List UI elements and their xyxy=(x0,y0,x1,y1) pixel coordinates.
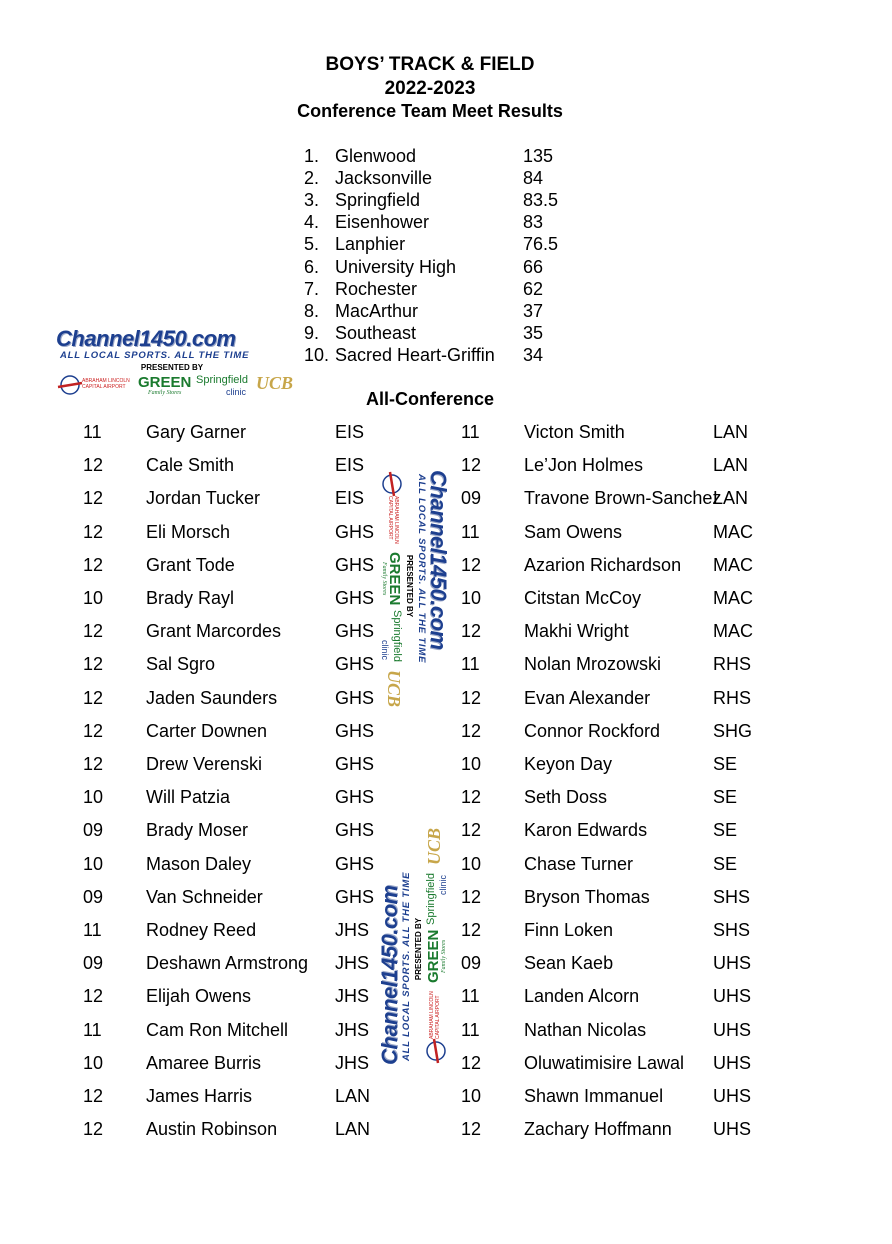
team-place: 8. xyxy=(304,300,320,321)
athlete-grade: 10 xyxy=(461,754,482,774)
channel1450-logo-rotated-bottom xyxy=(377,827,451,1065)
athlete-grade: 12 xyxy=(83,1086,104,1106)
athlete-school: MAC xyxy=(713,621,753,642)
green-stores-sub: Family Stores xyxy=(148,390,182,396)
athlete-name: Travone Brown-Sanchez xyxy=(524,488,722,509)
athlete-name: Le’Jon Holmes xyxy=(524,455,644,476)
logo-presented-by: PRESENTED BY xyxy=(405,554,414,618)
athlete-name: Carter Downen xyxy=(146,720,268,741)
athlete-grade: 12 xyxy=(461,886,482,907)
athlete-school: UHS xyxy=(713,1086,752,1106)
athlete-grade: 10 xyxy=(83,588,104,608)
team-name: Southeast xyxy=(335,322,417,343)
athlete-school: UHS xyxy=(713,1019,752,1040)
athlete-school: GHS xyxy=(335,787,375,808)
team-score: 76.5 xyxy=(523,234,559,255)
athlete-grade: 12 xyxy=(83,554,104,575)
page-subtitle: Conference Team Meet Results xyxy=(297,101,563,121)
athlete-grade: 12 xyxy=(461,554,482,575)
logo-presented-by: PRESENTED BY xyxy=(414,917,423,981)
team-name: Springfield xyxy=(335,190,421,211)
athlete-grade: 11 xyxy=(83,1019,102,1040)
athlete-name: Cam Ron Mitchell xyxy=(146,1019,289,1040)
ucb-logo: UCB xyxy=(256,373,294,393)
athlete-school: UHS xyxy=(713,1052,752,1073)
athlete-name: Sean Kaeb xyxy=(524,953,614,974)
athlete-school: LAN xyxy=(713,422,749,442)
athlete-grade: 12 xyxy=(83,654,104,675)
athlete-grade: 12 xyxy=(461,787,482,808)
team-place: 3. xyxy=(304,190,320,211)
athlete-school: SE xyxy=(713,787,738,808)
athlete-school: EIS xyxy=(335,488,365,509)
athlete-grade: 10 xyxy=(83,1052,104,1073)
athlete-grade: 12 xyxy=(461,687,482,708)
athlete-name: Shawn Immanuel xyxy=(524,1086,664,1106)
athlete-grade: 09 xyxy=(83,953,104,974)
airport-name: ABRAHAM LINCOLN CAPITAL AIRPORT xyxy=(387,496,399,544)
athlete-school: MAC xyxy=(713,521,753,542)
athlete-grade: 12 xyxy=(83,521,104,542)
athlete-grade: 09 xyxy=(83,886,104,907)
athlete-name: Keyon Day xyxy=(524,754,613,774)
athlete-school: JHS xyxy=(335,920,370,940)
team-name: MacArthur xyxy=(335,300,419,321)
athlete-name: Connor Rockford xyxy=(524,720,661,741)
athlete-school: SE xyxy=(713,820,738,841)
athlete-grade: 11 xyxy=(461,654,480,675)
team-place: 2. xyxy=(304,168,320,189)
athlete-school: SE xyxy=(713,754,738,774)
athlete-school: GHS xyxy=(335,588,375,608)
team-score: 83.5 xyxy=(523,190,559,211)
clinic-label: clinic xyxy=(380,640,390,661)
athlete-name: Karon Edwards xyxy=(524,820,648,841)
springfield-clinic-logo: Springfield xyxy=(196,374,248,386)
team-place: 7. xyxy=(304,278,320,299)
athlete-name: Bryson Thomas xyxy=(524,886,650,907)
team-name: Sacred Heart-Griffin xyxy=(335,344,495,365)
athlete-grade: 12 xyxy=(83,455,104,476)
green-stores-logo: GREEN xyxy=(138,374,192,391)
athlete-school: LAN xyxy=(335,1119,371,1140)
logo-brand-text: Channel1450.com xyxy=(377,885,402,1065)
athlete-name: Zachary Hoffmann xyxy=(524,1119,672,1140)
athlete-name: Gary Garner xyxy=(146,422,247,442)
team-place: 1. xyxy=(304,146,320,166)
team-score: 37 xyxy=(523,300,544,321)
athlete-school: RHS xyxy=(713,654,752,675)
athlete-grade: 12 xyxy=(83,986,104,1007)
athlete-school: GHS xyxy=(335,754,375,774)
green-stores-sub: Family Stores xyxy=(381,562,387,596)
athlete-school: JHS xyxy=(335,1052,370,1073)
team-score: 84 xyxy=(523,168,544,189)
athlete-school: JHS xyxy=(335,986,370,1007)
springfield-clinic-logo: Springfield xyxy=(425,873,437,925)
athlete-grade: 10 xyxy=(83,853,104,874)
athlete-name: Sal Sgro xyxy=(146,654,216,675)
athlete-school: SHS xyxy=(713,920,751,940)
athlete-school: UHS xyxy=(713,953,752,974)
springfield-clinic-logo: Springfield xyxy=(391,610,403,662)
athlete-school: GHS xyxy=(335,720,375,741)
athlete-school: LAN xyxy=(713,488,749,509)
athlete-grade: 12 xyxy=(83,621,104,642)
athlete-name: Jaden Saunders xyxy=(146,687,278,708)
athlete-grade: 11 xyxy=(461,521,480,542)
athlete-name: Victon Smith xyxy=(524,422,625,442)
team-name: Glenwood xyxy=(335,146,417,166)
athlete-name: Finn Loken xyxy=(524,920,614,940)
clinic-label: clinic xyxy=(438,874,448,895)
ucb-logo: UCB xyxy=(384,670,404,708)
team-score: 135 xyxy=(523,146,554,166)
athlete-grade: 12 xyxy=(83,720,104,741)
season-label: 2022-2023 xyxy=(384,78,476,99)
athlete-name: Azarion Richardson xyxy=(524,554,682,575)
team-place: 6. xyxy=(304,256,320,277)
green-stores-logo: GREEN xyxy=(386,552,403,606)
clinic-label: clinic xyxy=(226,387,247,397)
athlete-grade: 12 xyxy=(461,1119,482,1140)
athlete-name: Makhi Wright xyxy=(524,621,629,642)
team-name: Rochester xyxy=(335,278,418,299)
all-conference-heading: All-Conference xyxy=(365,389,495,409)
logo-tagline: ALL LOCAL SPORTS. ALL THE TIME xyxy=(416,474,427,664)
athlete-grade: 10 xyxy=(83,787,104,808)
athlete-name: Amaree Burris xyxy=(146,1052,262,1073)
athlete-school: JHS xyxy=(335,953,370,974)
logo-brand-text: Channel1450.com xyxy=(56,326,236,351)
athlete-school: LAN xyxy=(713,455,749,476)
logo-tagline: ALL LOCAL SPORTS. ALL THE TIME xyxy=(60,350,250,361)
team-name: University High xyxy=(335,256,457,277)
athlete-school: GHS xyxy=(335,521,375,542)
athlete-name: Eli Morsch xyxy=(146,521,231,542)
athlete-school: JHS xyxy=(335,1019,370,1040)
athlete-name: Evan Alexander xyxy=(524,687,651,708)
athlete-name: Nolan Mrozowski xyxy=(524,654,662,675)
athlete-grade: 12 xyxy=(461,820,482,841)
athlete-grade: 10 xyxy=(461,1086,482,1106)
athlete-name: Chase Turner xyxy=(524,853,634,874)
athlete-name: Elijah Owens xyxy=(146,986,252,1007)
athlete-grade: 12 xyxy=(83,1119,104,1140)
athlete-grade: 12 xyxy=(461,621,482,642)
athlete-name: Landen Alcorn xyxy=(524,986,640,1007)
athlete-school: GHS xyxy=(335,621,375,642)
athlete-grade: 12 xyxy=(461,1052,482,1073)
athlete-name: Grant Tode xyxy=(146,554,235,575)
athlete-name: Jordan Tucker xyxy=(146,488,261,509)
green-stores-sub: Family Stores xyxy=(441,939,447,973)
athlete-school: EIS xyxy=(335,422,365,442)
airport-icon xyxy=(381,470,403,498)
channel1450-logo xyxy=(56,326,294,400)
athlete-school: MAC xyxy=(713,588,753,608)
team-score: 66 xyxy=(523,256,544,277)
airport-name: ABRAHAM LINCOLN CAPITAL AIRPORT xyxy=(429,991,441,1039)
team-name: Jacksonville xyxy=(335,168,433,189)
athlete-school: GHS xyxy=(335,853,375,874)
athlete-grade: 10 xyxy=(461,853,482,874)
athlete-grade: 11 xyxy=(83,422,102,442)
athlete-grade: 12 xyxy=(461,920,482,940)
athlete-school: GHS xyxy=(335,554,375,575)
athlete-school: LAN xyxy=(335,1086,371,1106)
athlete-grade: 11 xyxy=(461,422,480,442)
athlete-school: GHS xyxy=(335,886,375,907)
athlete-name: Mason Daley xyxy=(146,853,252,874)
athlete-grade: 12 xyxy=(461,455,482,476)
athlete-name: Austin Robinson xyxy=(146,1119,278,1140)
athlete-school: SHG xyxy=(713,720,753,741)
logo-presented-by: PRESENTED BY xyxy=(140,363,204,372)
athlete-grade: 12 xyxy=(83,488,104,509)
athlete-grade: 12 xyxy=(83,754,104,774)
athlete-grade: 12 xyxy=(83,687,104,708)
page-title: BOYS’ TRACK & FIELD xyxy=(325,54,535,75)
ucb-logo: UCB xyxy=(424,827,444,865)
athlete-grade: 09 xyxy=(461,488,482,509)
athlete-school: UHS xyxy=(713,1119,752,1140)
athlete-school: MAC xyxy=(713,554,753,575)
airport-icon xyxy=(56,374,84,396)
team-score: 83 xyxy=(523,212,544,233)
athlete-grade: 11 xyxy=(461,986,480,1007)
athlete-school: UHS xyxy=(713,986,752,1007)
athlete-school: SE xyxy=(713,853,738,874)
athlete-school: EIS xyxy=(335,455,365,476)
airport-icon xyxy=(425,1037,447,1065)
athlete-school: GHS xyxy=(335,654,375,675)
team-place: 4. xyxy=(304,212,320,233)
airport-name: ABRAHAM LINCOLN CAPITAL AIRPORT xyxy=(82,378,130,390)
logo-tagline: ALL LOCAL SPORTS. ALL THE TIME xyxy=(401,871,412,1061)
athlete-school: RHS xyxy=(713,687,752,708)
athlete-name: Nathan Nicolas xyxy=(524,1019,647,1040)
athlete-name: Will Patzia xyxy=(146,787,231,808)
team-score: 62 xyxy=(523,278,544,299)
athlete-name: James Harris xyxy=(146,1086,253,1106)
athlete-name: Brady Rayl xyxy=(146,588,235,608)
athlete-name: Deshawn Armstrong xyxy=(146,953,309,974)
athlete-name: Seth Doss xyxy=(524,787,608,808)
athlete-grade: 12 xyxy=(461,720,482,741)
channel1450-logo-rotated-top xyxy=(377,470,451,708)
team-name: Eisenhower xyxy=(335,212,430,233)
team-place: 5. xyxy=(304,234,320,255)
athlete-grade: 09 xyxy=(83,820,104,841)
team-place: 10. xyxy=(304,344,330,365)
athlete-grade: 11 xyxy=(461,1019,480,1040)
athlete-grade: 09 xyxy=(461,953,482,974)
athlete-name: Rodney Reed xyxy=(146,920,257,940)
logo-brand-text: Channel1450.com xyxy=(426,470,451,650)
athlete-grade: 10 xyxy=(461,588,482,608)
athlete-name: Cale Smith xyxy=(146,455,235,476)
athlete-name: Drew Verenski xyxy=(146,754,263,774)
athlete-grade: 11 xyxy=(83,920,102,940)
team-score: 35 xyxy=(523,322,544,343)
athlete-name: Oluwatimisire Lawal xyxy=(524,1052,685,1073)
team-name: Lanphier xyxy=(335,234,406,255)
athlete-school: SHS xyxy=(713,886,751,907)
athlete-school: GHS xyxy=(335,820,375,841)
athlete-name: Grant Marcordes xyxy=(146,621,282,642)
athlete-name: Sam Owens xyxy=(524,521,623,542)
athlete-name: Van Schneider xyxy=(146,886,263,907)
team-place: 9. xyxy=(304,322,320,343)
athlete-school: GHS xyxy=(335,687,375,708)
team-score: 34 xyxy=(523,344,544,365)
athlete-name: Brady Moser xyxy=(146,820,249,841)
athlete-name: Citstan McCoy xyxy=(524,588,642,608)
green-stores-logo: GREEN xyxy=(425,929,442,983)
